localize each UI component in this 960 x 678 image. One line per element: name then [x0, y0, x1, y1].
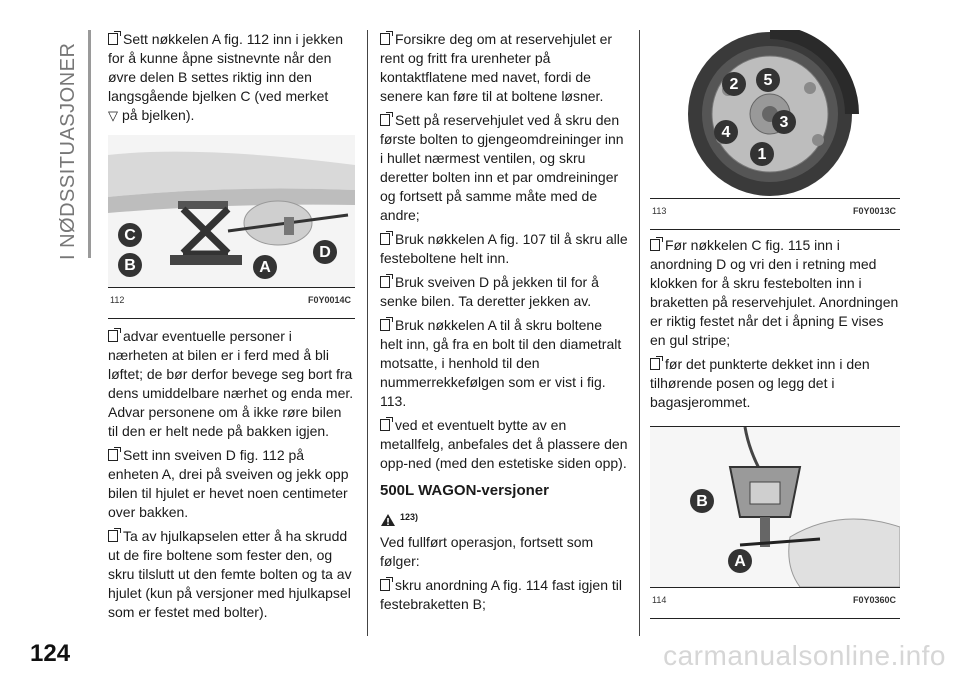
checkbox-icon — [380, 276, 390, 288]
section-title: I NØDSSITUASJONER — [57, 42, 79, 260]
watermark: carmanualsonline.info — [663, 640, 946, 671]
figure-number: 114 — [652, 595, 667, 605]
figure-caption — [108, 287, 355, 318]
figure-label-A: A — [253, 255, 277, 279]
paragraph: før det punkterte dekket inn i den tilhørende posen og legg det i bagasjerommet. — [650, 356, 870, 410]
warning-reference — [380, 508, 628, 527]
paragraph: Bruk nøkkelen A til å skru boltene helt inn, gå fra en bolt til den diametralt motsatte, i henhold til den nummerrekkefølgen som er vist i fig. 113. — [380, 317, 622, 409]
paragraph: skru anordning A fig. 114 fast igjen til festebraketten B; — [380, 577, 622, 612]
checkbox-icon — [108, 449, 118, 461]
triangle-mark-icon: ▽ — [108, 108, 118, 123]
page-number: 124 — [30, 640, 71, 667]
figure-label-4: 4 — [714, 120, 738, 144]
figure-code: F0Y0360C — [852, 595, 896, 605]
figure-code: F0Y0014C — [307, 295, 351, 305]
figure-caption — [650, 587, 900, 618]
figure-label-2: 2 — [722, 72, 746, 96]
column-divider — [367, 30, 368, 636]
figure-label-D: D — [313, 240, 337, 264]
figure-label-5: 5 — [756, 68, 780, 92]
paragraph: Sett nøkkelen A fig. 112 inn i jekken for å kunne åpne sistnevnte når den øvre delen B settes riktig inn den langsgående bjelken C (ved merket ▽ på bjelken). — [108, 31, 343, 123]
checkbox-icon — [650, 358, 660, 370]
checkbox-icon — [108, 330, 118, 342]
section-bar — [88, 30, 91, 258]
figure-113 — [650, 30, 900, 230]
checkbox-icon — [108, 530, 118, 542]
section-tab — [0, 0, 90, 300]
paragraph: Før nøkkelen C fig. 115 inn i anordning D og vri den i retning med klokken for å skru festebolten inn i braketten på reservehjulet. Anordningen er riktig festet når det i åpning E vises en gul stripe; — [650, 237, 899, 348]
paragraph: ved et eventuelt bytte av en metallfelg, anbefales det å plassere den opp-ned (med den estetiske siden opp). — [380, 417, 628, 471]
figure-label-1: 1 — [750, 142, 774, 166]
warning-number: 123) — [400, 512, 419, 522]
figure-label-C: C — [118, 223, 142, 247]
paragraph: Sett inn sveiven D fig. 112 på enheten A, drei på sveiven og jekk opp bilen til hjulet er hevet noen centimeter over bakken. — [108, 447, 349, 520]
figure-code: F0Y0013C — [852, 206, 896, 216]
figure-caption — [650, 198, 900, 229]
figure-114 — [650, 426, 900, 619]
checkbox-icon — [650, 239, 660, 251]
warning-icon — [380, 513, 396, 527]
figure-number: 113 — [652, 206, 667, 216]
paragraph: advar eventuelle personer i nærheten at bilen er i ferd med å bli løftet; de bør derfor bevege seg bort fra dens umiddelbare nærhet og enda mer. Advar personene om å ikke røre bilen til den er helt nede på bakken igjen. — [108, 328, 354, 439]
checkbox-icon — [380, 33, 390, 45]
paragraph: Bruk sveiven D på jekken til for å senke bilen. Ta deretter jekken av. — [380, 274, 599, 309]
column-1 — [108, 30, 355, 627]
figure-label-B: B — [690, 489, 714, 513]
checkbox-icon — [380, 319, 390, 331]
checkbox-icon — [380, 419, 390, 431]
paragraph: Ved fullført operasjon, fortsett som følger: — [380, 534, 594, 569]
section-heading: 500L WAGON-versjoner — [380, 482, 549, 499]
column-3 — [650, 30, 900, 619]
figure-112 — [108, 135, 355, 319]
paragraph: Forsikre deg om at reservehjulet er rent og fritt fra urenheter på kontaktflatene med navet, fordi de senere kan føre til at boltene løsner. — [380, 31, 613, 104]
figure-label-3: 3 — [772, 110, 796, 134]
figure-label-A: A — [728, 549, 752, 573]
figure-number: 112 — [110, 295, 125, 305]
jack-illustration — [108, 135, 355, 287]
bracket-illustration — [650, 427, 900, 587]
checkbox-icon — [108, 33, 118, 45]
checkbox-icon — [380, 233, 390, 245]
column-divider — [639, 30, 640, 636]
figure-label-B: B — [118, 253, 142, 277]
checkbox-icon — [380, 114, 390, 126]
column-2 — [380, 30, 628, 619]
paragraph: Sett på reservehjulet ved å skru den første bolten to gjengeomdreininger inn i hullet nærmest ventilen, og skru deretter bolten inn et par omdreininger og fortsett på samme måte med de andre; — [380, 112, 624, 223]
paragraph: Ta av hjulkapselen etter å ha skrudd ut de fire boltene som fester den, og skru tilslutt ut den femte bolten og ta av hjulet (kun på versjoner med hjulkapsel som er festet med bolter). — [108, 528, 352, 620]
paragraph: Bruk nøkkelen A fig. 107 til å skru alle festeboltene helt inn. — [380, 231, 628, 266]
checkbox-icon — [380, 579, 390, 591]
